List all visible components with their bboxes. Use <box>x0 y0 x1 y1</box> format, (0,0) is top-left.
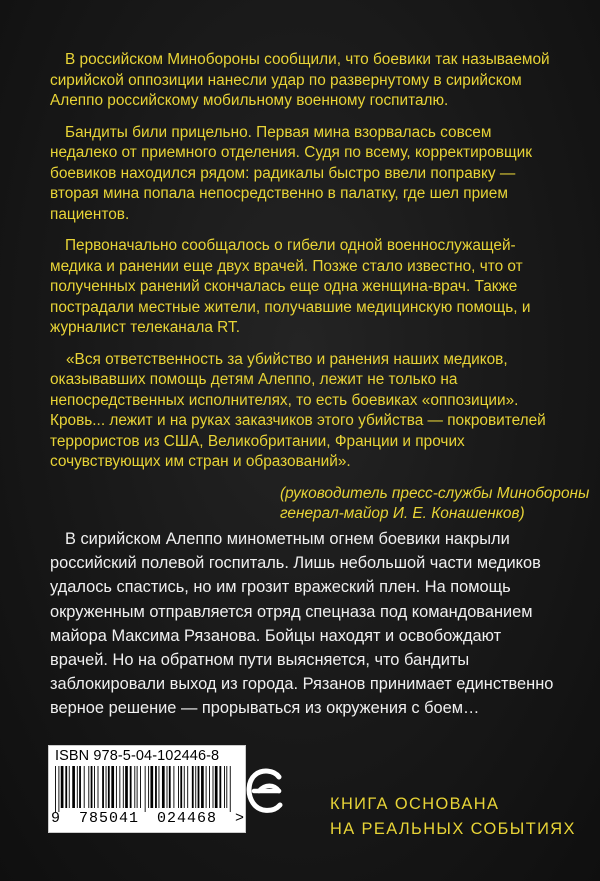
barcode-digits <box>51 810 245 827</box>
slogan <box>330 792 576 842</box>
barcode-bar <box>184 766 185 808</box>
barcode-bar <box>108 766 110 808</box>
barcode-bar <box>116 766 117 808</box>
barcode-bar <box>150 766 153 808</box>
barcode-bar <box>69 766 70 808</box>
barcode-bar <box>226 766 227 808</box>
news-paragraph-3: Первоначально сообщалось о гибели одной военнослужащей-медика и ранении еще двух врачей. Позже стало известно, что от полученных ранений скончалась еще одна женщина-врач. Также пострадали местные жители, получавшие медицинскую помощь, и журналист телеканала RT. <box>50 237 531 336</box>
book-blurb <box>50 527 562 721</box>
eksmo-logo-icon <box>245 767 285 815</box>
barcode-bar <box>79 766 81 808</box>
barcode-bar <box>155 766 157 808</box>
attribution-line-1: (руководитель пресс-службы Минобороны <box>280 484 590 502</box>
slogan-line-1: КНИГА ОСНОВАНА <box>330 795 500 813</box>
quote-attribution <box>50 484 590 525</box>
blurb-text: В сирийском Алеппо минометным огнем боевики накрыли российский полевой госпиталь. Лишь небольшой части медиков удалось спастись, но им грозит вражеский плен. На помощь окруженным отправляется отряд спецназа под командованием майора Максима Рязанова. Бойцы находят и освобождают врачей. Но на обратном пути выясняется, что бандиты заблокировали выход из города. Рязанов принимает единственно верное решение — прорываться из окружения с боем… <box>50 530 554 718</box>
barcode-bar <box>137 766 138 808</box>
barcode-bar <box>159 766 160 808</box>
news-paragraph-1: В российском Минобороны сообщили, что боевики так называемой сирийской оппозиции нанесли удар по развернутому в сирийском Алеппо российскому мобильному военному госпиталю. <box>50 51 550 109</box>
barcode-bar <box>111 766 114 808</box>
barcode-bar <box>98 766 99 808</box>
barcode-bar <box>178 766 179 808</box>
news-paragraph-2: Бандиты били прицельно. Первая мина взорвалась совсем недалеко от приемного отделения. Судя по всему, корректировщик боевиков находился рядом: радикалы быстро ввели поправку — вторая мина попала непосредственно в палатку, где шел прием пациентов. <box>50 123 532 223</box>
isbn-barcode-box <box>48 745 246 833</box>
barcode-bar <box>206 766 207 808</box>
barcode-bar <box>201 766 204 808</box>
barcode-bar <box>148 766 149 808</box>
barcode-digit-group-2: 785041 <box>78 810 139 827</box>
barcode-bar <box>58 766 59 812</box>
isbn-label: ISBN 978-5-04-102446-8 <box>55 748 220 764</box>
barcode-bar <box>209 766 210 808</box>
barcode-bar <box>192 766 194 808</box>
barcode-bar <box>102 766 104 808</box>
barcode-bar <box>213 766 214 808</box>
barcode-bar <box>91 766 93 808</box>
barcode-digit-group-4: > <box>234 810 245 827</box>
slogan-line-2: НА РЕАЛЬНЫХ СОБЫТИЯХ <box>330 820 576 838</box>
barcode-bar <box>84 766 85 808</box>
barcode-bar <box>180 766 182 808</box>
barcode-bar <box>72 766 75 808</box>
barcode-digit-group-1: 9 <box>51 810 62 827</box>
barcode-bar <box>77 766 78 808</box>
barcode-bar <box>65 766 67 808</box>
barcode-bar <box>169 766 171 808</box>
barcode-bar <box>167 766 168 808</box>
barcode-bar <box>130 766 132 808</box>
barcode-bar <box>224 766 225 808</box>
official-quote: «Вся ответственность за убийство и ранения наших медиков, оказывавших помощь детям Алеппо, лежит не только на непосредственных исполнителях, то есть боевиках «оппозиции». Кровь... лежит и на руках заказчиков этого убийства — покровителей террористов из США, Великобритании, Франции и прочих сочувствующих им стран и образований». <box>50 350 546 470</box>
barcode-bar <box>94 766 95 808</box>
barcode <box>53 766 235 812</box>
barcode-bar <box>145 766 146 812</box>
news-excerpt <box>50 50 590 525</box>
barcode-digit-group-3: 024468 <box>156 810 217 827</box>
barcode-bar <box>198 766 200 808</box>
barcode-bar <box>125 766 128 808</box>
barcode-bar <box>88 766 89 808</box>
barcode-bar <box>55 766 56 812</box>
barcode-bar <box>61 766 64 808</box>
barcode-bar <box>195 766 196 808</box>
barcode-bar <box>230 766 231 812</box>
barcode-bar <box>219 766 221 808</box>
barcode-bar <box>215 766 218 808</box>
barcode-bar <box>162 766 165 808</box>
barcode-bar <box>173 766 174 808</box>
attribution-line-2: генерал-майор И. Е. Конашенков) <box>280 505 525 522</box>
barcode-bar <box>123 766 124 808</box>
barcode-bar <box>134 766 135 808</box>
barcode-bar <box>106 766 107 808</box>
barcode-bar <box>140 766 141 808</box>
barcode-bar <box>187 766 188 808</box>
barcode-bar <box>119 766 120 808</box>
